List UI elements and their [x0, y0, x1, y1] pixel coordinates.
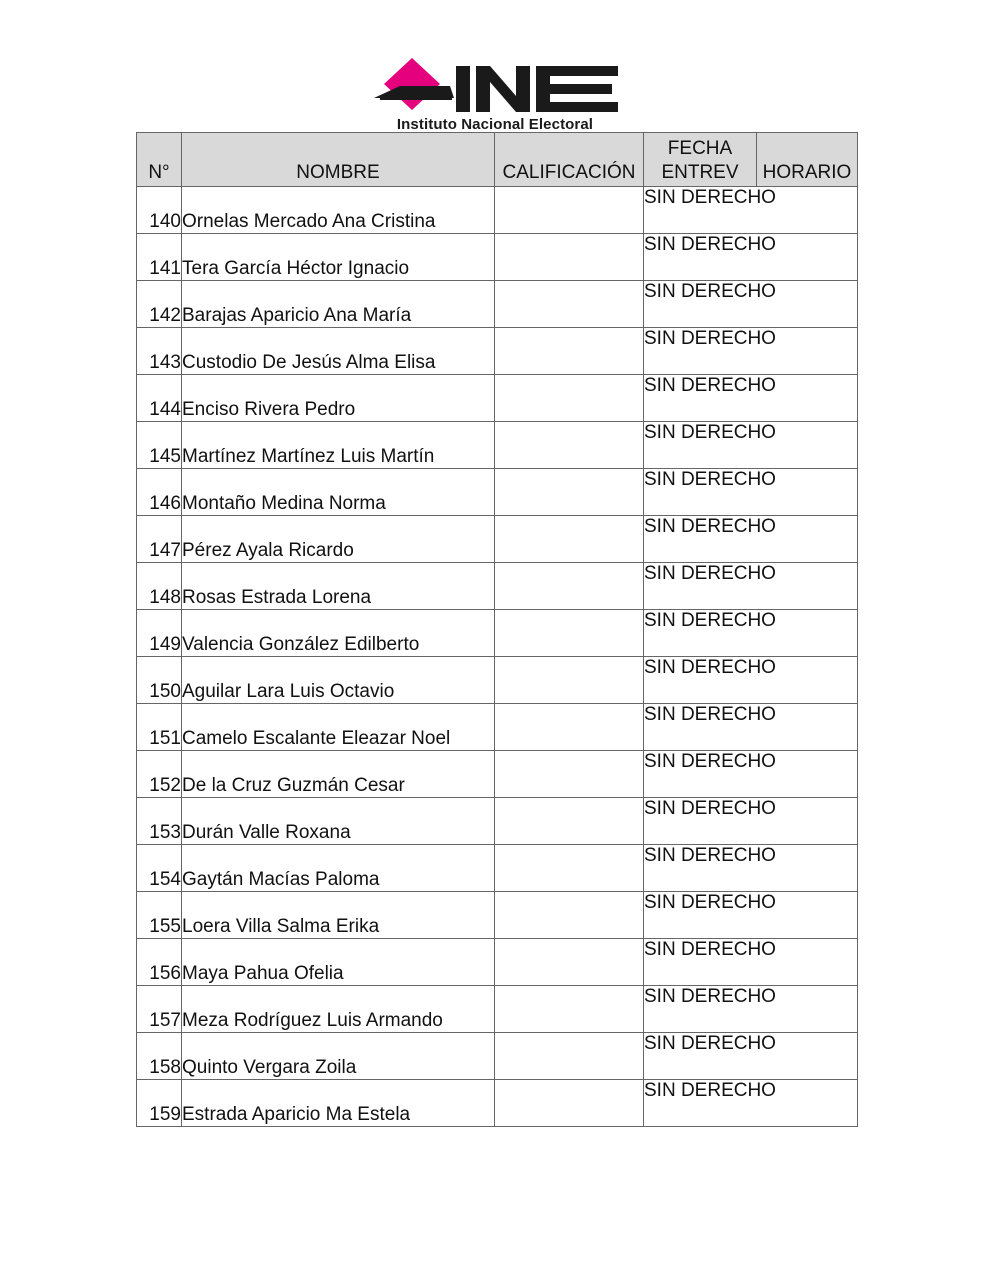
grade-cell	[495, 845, 644, 892]
interview-status: SIN DERECHO	[644, 798, 858, 845]
interview-status: SIN DERECHO	[644, 516, 858, 563]
grade-cell	[495, 469, 644, 516]
ballot-box-icon	[370, 56, 620, 116]
table-row	[137, 798, 858, 845]
table-header-row	[137, 133, 858, 187]
candidate-name: Camelo Escalante Eleazar Noel	[182, 704, 495, 751]
interview-status: SIN DERECHO	[644, 1033, 858, 1080]
grade-cell	[495, 563, 644, 610]
ine-logo	[370, 56, 620, 136]
interview-status: SIN DERECHO	[644, 845, 858, 892]
grade-cell	[495, 610, 644, 657]
interview-status: SIN DERECHO	[644, 986, 858, 1033]
row-number: 154	[137, 845, 182, 892]
candidate-name: Rosas Estrada Lorena	[182, 563, 495, 610]
candidate-name: Aguilar Lara Luis Octavio	[182, 657, 495, 704]
row-number: 143	[137, 328, 182, 375]
table-row	[137, 939, 858, 986]
table-row	[137, 704, 858, 751]
row-number: 156	[137, 939, 182, 986]
row-number: 151	[137, 704, 182, 751]
grade-cell	[495, 328, 644, 375]
interview-status: SIN DERECHO	[644, 234, 858, 281]
candidate-name: Durán Valle Roxana	[182, 798, 495, 845]
table-row	[137, 422, 858, 469]
row-number: 149	[137, 610, 182, 657]
grade-cell	[495, 1080, 644, 1127]
candidate-name: Pérez Ayala Ricardo	[182, 516, 495, 563]
interview-status: SIN DERECHO	[644, 563, 858, 610]
interview-status: SIN DERECHO	[644, 422, 858, 469]
table-row	[137, 751, 858, 798]
row-number: 148	[137, 563, 182, 610]
row-number: 150	[137, 657, 182, 704]
grade-cell	[495, 234, 644, 281]
table-row	[137, 610, 858, 657]
candidate-name: Montaño Medina Norma	[182, 469, 495, 516]
logo-caption: Instituto Nacional Electoral	[396, 116, 594, 133]
candidate-name: De la Cruz Guzmán Cesar	[182, 751, 495, 798]
candidate-name: Enciso Rivera Pedro	[182, 375, 495, 422]
results-table	[136, 132, 858, 1127]
grade-cell	[495, 939, 644, 986]
table-row	[137, 187, 858, 234]
column-header-date-line1: FECHA	[667, 138, 733, 159]
table-row	[137, 328, 858, 375]
candidate-name: Loera Villa Salma Erika	[182, 892, 495, 939]
interview-status: SIN DERECHO	[644, 1080, 858, 1127]
table-row	[137, 986, 858, 1033]
table-row	[137, 234, 858, 281]
candidate-name: Maya Pahua Ofelia	[182, 939, 495, 986]
grade-cell	[495, 187, 644, 234]
interview-status: SIN DERECHO	[644, 328, 858, 375]
grade-cell	[495, 986, 644, 1033]
candidate-name: Meza Rodríguez Luis Armando	[182, 986, 495, 1033]
grade-cell	[495, 657, 644, 704]
row-number: 145	[137, 422, 182, 469]
candidate-name: Tera García Héctor Ignacio	[182, 234, 495, 281]
table-row	[137, 657, 858, 704]
candidate-name: Barajas Aparicio Ana María	[182, 281, 495, 328]
row-number: 142	[137, 281, 182, 328]
row-number: 147	[137, 516, 182, 563]
interview-status: SIN DERECHO	[644, 469, 858, 516]
column-header-name: NOMBRE	[182, 133, 495, 187]
grade-cell	[495, 1033, 644, 1080]
table-row	[137, 469, 858, 516]
candidate-name: Custodio De Jesús Alma Elisa	[182, 328, 495, 375]
table-row	[137, 563, 858, 610]
table-row	[137, 375, 858, 422]
row-number: 158	[137, 1033, 182, 1080]
table-row	[137, 845, 858, 892]
interview-status: SIN DERECHO	[644, 704, 858, 751]
table-row	[137, 281, 858, 328]
interview-status: SIN DERECHO	[644, 281, 858, 328]
interview-status: SIN DERECHO	[644, 610, 858, 657]
interview-status: SIN DERECHO	[644, 892, 858, 939]
grade-cell	[495, 892, 644, 939]
row-number: 159	[137, 1080, 182, 1127]
row-number: 157	[137, 986, 182, 1033]
grade-cell	[495, 798, 644, 845]
column-header-date-line2: ENTREV	[661, 162, 739, 183]
row-number: 141	[137, 234, 182, 281]
interview-status: SIN DERECHO	[644, 751, 858, 798]
grade-cell	[495, 516, 644, 563]
candidate-name: Estrada Aparicio Ma Estela	[182, 1080, 495, 1127]
column-header-time: HORARIO	[757, 133, 858, 187]
column-header-number: N°	[137, 133, 182, 187]
row-number: 152	[137, 751, 182, 798]
table-body	[137, 187, 858, 1127]
grade-cell	[495, 422, 644, 469]
interview-status: SIN DERECHO	[644, 657, 858, 704]
row-number: 144	[137, 375, 182, 422]
grade-cell	[495, 375, 644, 422]
row-number: 155	[137, 892, 182, 939]
row-number: 153	[137, 798, 182, 845]
interview-status: SIN DERECHO	[644, 187, 858, 234]
interview-status: SIN DERECHO	[644, 375, 858, 422]
grade-cell	[495, 751, 644, 798]
interview-status: SIN DERECHO	[644, 939, 858, 986]
candidate-name: Martínez Martínez Luis Martín	[182, 422, 495, 469]
candidate-name: Ornelas Mercado Ana Cristina	[182, 187, 495, 234]
candidate-name: Valencia González Edilberto	[182, 610, 495, 657]
grade-cell	[495, 281, 644, 328]
row-number: 146	[137, 469, 182, 516]
table-row	[137, 516, 858, 563]
table-row	[137, 1033, 858, 1080]
grade-cell	[495, 704, 644, 751]
table-row	[137, 892, 858, 939]
candidate-name: Quinto Vergara Zoila	[182, 1033, 495, 1080]
candidate-name: Gaytán Macías Paloma	[182, 845, 495, 892]
column-header-interview-date	[644, 133, 757, 187]
table-row	[137, 1080, 858, 1127]
row-number: 140	[137, 187, 182, 234]
column-header-grade: CALIFICACIÓN	[495, 133, 644, 187]
